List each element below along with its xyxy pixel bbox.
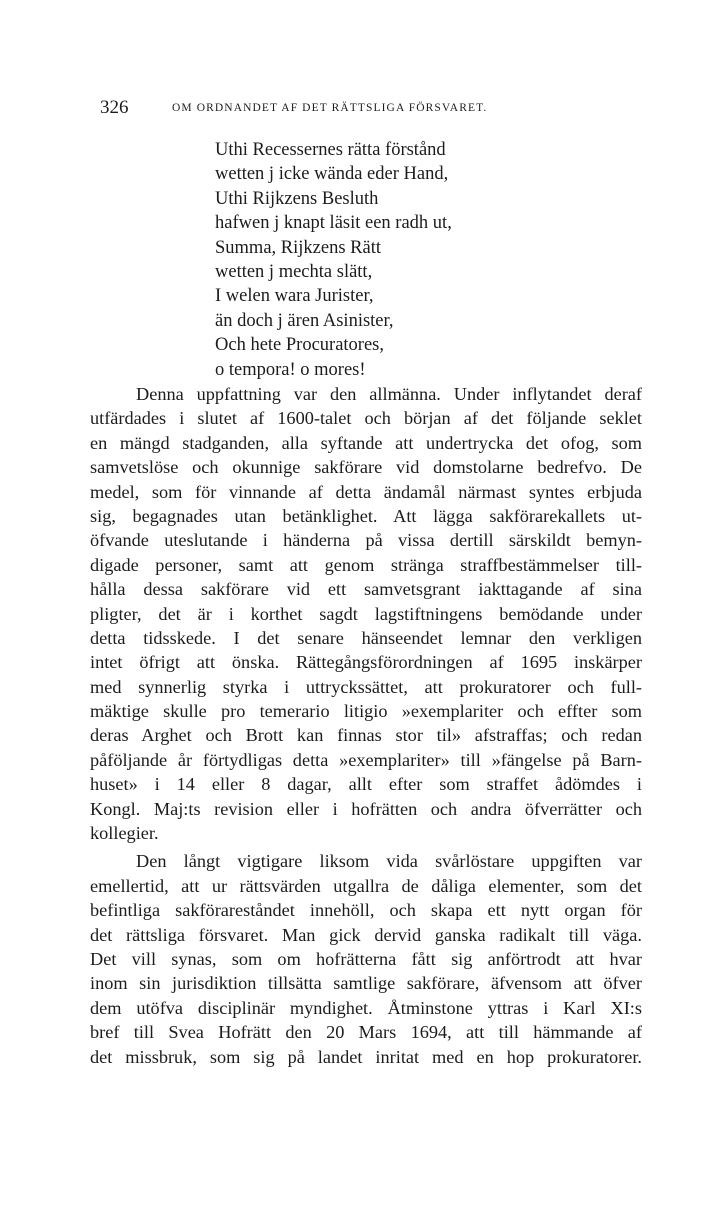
running-title: OM ORDNANDET AF DET RÄTTSLIGA FÖRSVARET. (172, 102, 488, 114)
paragraph-line: Den långt vigtigare liksom vida svårlöstare uppgiften var (136, 851, 642, 872)
paragraph-line: medel, som för vinnande af detta ändamål närmast syntes erbjuda (90, 481, 642, 502)
paragraph-line: en mängd stadganden, alla syftande att undertrycka det ofog, som (90, 432, 642, 453)
paragraph-line: Denna uppfattning var den allmänna. Under inflytandet deraf (136, 384, 642, 404)
page-number: 326 (100, 97, 129, 118)
verse-line: wetten j mechta slätt, (215, 261, 373, 282)
paragraph-line: utfärdades i slutet af 1600-talet och början af det följande seklet (90, 408, 642, 429)
paragraph-line: öfvande uteslutande i händerna på vissa dertill särskildt bemyn- (90, 530, 642, 551)
verse-block (215, 138, 535, 382)
paragraph-2 (90, 849, 642, 1069)
paragraph-line: deras Arghet och Brott kan finnas stor til» afstraffas; och redan (90, 725, 642, 746)
verse-line: Uthi Recessernes rätta förstånd (215, 140, 446, 160)
paragraph-line: inom sin jurisdiktion tillsätta samtlige sakförare, äfvensom att öfver (90, 973, 642, 994)
verse-line: hafwen j knapt läsit een radh ut, (215, 213, 452, 234)
paragraph-line: det missbruk, som sig på landet inritat med en hop prokuratorer. (90, 1046, 642, 1067)
paragraph-line: Kongl. Maj:ts revision eller i hofrätten och andra öfverrätter och (90, 798, 642, 819)
paragraph-line: huset» i 14 eller 8 dagar, allt efter som straffet ådömdes i (90, 774, 642, 795)
paragraph-line: digade personer, samt att genom stränga straffbestämmelser till- (90, 554, 642, 575)
verse-line: Summa, Rijkzens Rätt (215, 237, 381, 258)
paragraph-line: dem utöfva disciplinär myndighet. Åtminstone yttras i Karl XI:s (90, 997, 642, 1018)
verse-line: I welen wara Jurister, (215, 286, 374, 307)
paragraph-line: Det vill synas, som om hofrätterna fått sig anförtrodt att hvar (90, 948, 642, 969)
page-header (100, 96, 660, 120)
paragraph-line: påföljande år förtydligas detta »exemplariter» till »fängelse på Barn- (90, 749, 642, 770)
paragraph-1 (90, 382, 642, 845)
paragraph-line: sig, begagnades utan betänklighet. Att lägga sakförarekallets ut- (90, 505, 642, 526)
paragraph-line: med synnerlig styrka i uttryckssättet, att prokuratorer och full- (90, 676, 642, 697)
paragraph-line: mäktige skulle pro temerario litigio »exemplariter och effter som (90, 701, 642, 722)
verse-line: wetten j icke wända eder Hand, (215, 164, 449, 185)
paragraph-line: detta tidsskede. I det senare hänseendet lemnar den verkligen (90, 627, 642, 648)
verse-line: o tempora! o mores! (215, 359, 366, 380)
verse-line: Uthi Rijkzens Besluth (215, 188, 379, 209)
paragraph-line: det rättsliga försvaret. Man gick dervid ganska radikalt till väga. (90, 924, 642, 945)
paragraph-line: emellertid, att ur rättsvärden utgallra de dåliga elementer, som det (90, 875, 642, 896)
paragraph-line: pligter, det är i korthet sagdt lagstiftningens bemödande under (90, 603, 642, 624)
paragraph-line: befintliga sakförareståndet innehöll, och skapa ett nytt organ för (90, 900, 642, 921)
verse-line: Och hete Procuratores, (215, 335, 385, 356)
paragraph-line: kollegier. (90, 823, 159, 844)
paragraph-line: hålla dessa sakförare vid ett samvetsgrant iakttagande af sina (90, 579, 642, 600)
prose-body (90, 382, 642, 1069)
verse-line: än doch j ären Asinister, (215, 310, 394, 331)
paragraph-line: bref till Svea Hofrätt den 20 Mars 1694, att till hämmande af (90, 1022, 642, 1043)
paragraph-line: intet öfrigt att önska. Rättegångsförordningen af 1695 inskärper (90, 652, 642, 673)
paragraph-line: samvetslöse och okunnige sakförare vid domstolarne bedrefvo. De (90, 457, 642, 478)
